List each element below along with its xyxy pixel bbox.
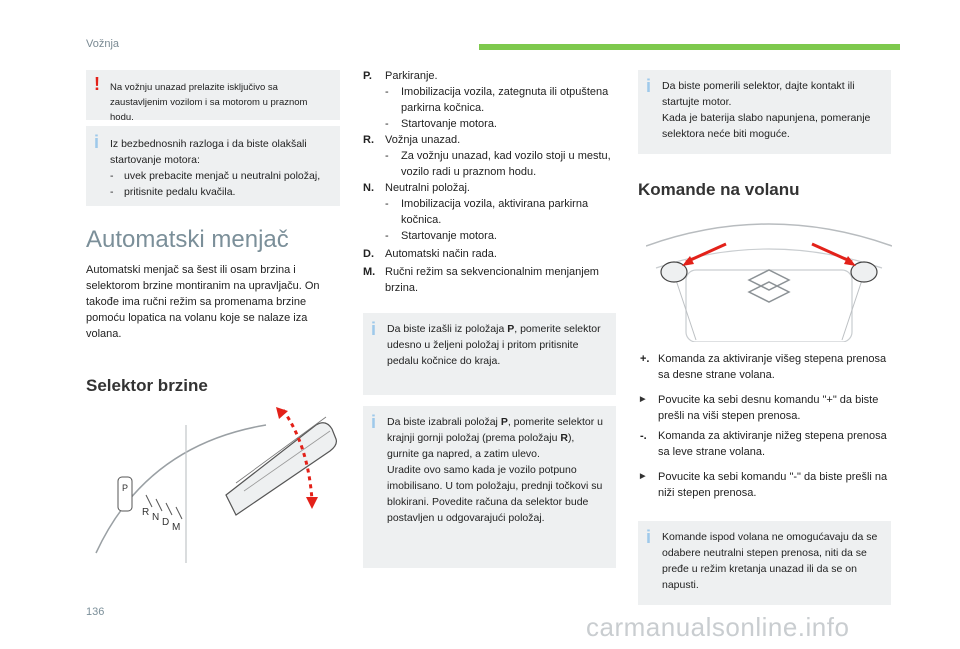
warning-box (86, 70, 340, 123)
wheel-item-upshift: +. Komanda za aktiviranje višeg stepena prenosa sa desne strane volana. (640, 353, 887, 381)
definition-m: M. Ručni režim sa sekvencionalnim menjanjem brzina. (363, 266, 599, 294)
info-box-select-park: i Da biste izabrali položaj P, pomerite selektor u krajnji gornji položaj (prema položaju R), gurnite ga napred, a zatim ulevo. Uradite ovo samo kada je vozilo potpuno imobilisano. U tom položaju, prednji točkovi su blokirani. Povedite računa da selektor bude postavljen u odgovarajući položaj. (363, 406, 616, 568)
selector-label-d: D (162, 517, 170, 528)
section-intro: Automatski menjač sa šest ili osam brzina i selektorom brzine montiranim na upravljaču. On takođe ima ručni režim sa promenama brzine pomoću lopatica na volanu koje se nalaze iza volana. (86, 264, 320, 340)
warning-text: Na vožnju unazad prelazite isključivo sa zaustavljenim vozilom i sa motorom u praznom hodu. (110, 82, 308, 123)
selector-heading: Selektor brzine (86, 376, 208, 395)
wheel-item-downshift-action: ▶ Povucite ka sebi komandu "-" da biste prešli na niži stepen prenosa. (640, 471, 888, 499)
selector-label-p: P (122, 483, 129, 493)
gear-selector-illustration (86, 405, 340, 565)
info-icon: i (646, 76, 652, 96)
watermark: carmanualsonline.info (586, 612, 850, 642)
arrow-bullet-icon: ▶ (640, 396, 646, 403)
wheel-item-upshift-action: ▶ Povucite ka sebi desnu komandu "+" da biste prešli na viši stepen prenosa. (640, 394, 879, 422)
selector-label-n: N (152, 512, 160, 523)
info-icon: i (371, 412, 377, 432)
wheel-item-downshift: -. Komanda za aktiviranje nižeg stepena prenosa sa leve strane volana. (640, 430, 887, 458)
section-title: Automatski menjač (86, 226, 289, 253)
info-box-wheel-limits: i Komande ispod volana ne omogućavaju da se odabere neutralni stepen prenosa, niti da se pređe u režim kretanja unazad ili da se on napusti. (638, 521, 891, 605)
info-box-exit-park: i Da biste izašli iz položaja P, pomerite selektor udesno u željeni položaj i pritom pritisnite pedalu kočnice do kraja. (363, 313, 616, 395)
info-icon: i (94, 132, 100, 152)
gear-definitions (363, 68, 615, 296)
list-item: - pritisnite pedalu kvačila. (110, 186, 236, 198)
info-box-safety (86, 126, 340, 206)
header-accent-bar (479, 44, 900, 50)
info-icon: i (371, 319, 377, 339)
info-box-select-park-para2: Uradite ovo samo kada je vozilo potpuno imobilisano. U tom položaju, prednji točkovi su blokirani. Povedite računa da selektor bude postavljen u odgovarajući položaj. (387, 464, 603, 524)
page-header-title: Vožnja (86, 38, 120, 50)
definition-r: R. Vožnja unazad. - Za vožnju unazad, kad vozilo stoji u mestu, vozilo radi u praznom hodu. (363, 134, 611, 178)
list-item: - uvek prebacite menjač u neutralni položaj, (110, 170, 321, 182)
wheel-heading: Komande na volanu (638, 180, 800, 199)
arrow-bullet-icon: ▶ (640, 473, 646, 480)
info-box-battery: i Da biste pomerili selektor, dajte kontakt ili startujte motor. Kada je baterija slabo napunjena, pomeranje selektora neće biti moguće. (638, 70, 891, 154)
warning-icon: ! (94, 74, 100, 94)
steering-wheel-illustration (646, 210, 892, 342)
selector-label-r: R (142, 507, 150, 518)
page-number: 136 (86, 606, 105, 618)
info-box-intro: Iz bezbednosnih razloga i da biste olakšali startovanje motora: (110, 138, 307, 166)
info-icon: i (646, 527, 652, 547)
definition-p: P. Parkiranje. - Imobilizacija vozila, zategnuta ili otpuštena parkirna kočnica. - Startovanje motora. (363, 70, 609, 130)
definition-n: N. Neutralni položaj. - Imobilizacija vozila, aktivirana parkirna kočnica. - Startovanje motora. (363, 182, 589, 242)
selector-label-m: M (172, 522, 181, 533)
definition-d: D. Automatski način rada. (363, 248, 497, 260)
